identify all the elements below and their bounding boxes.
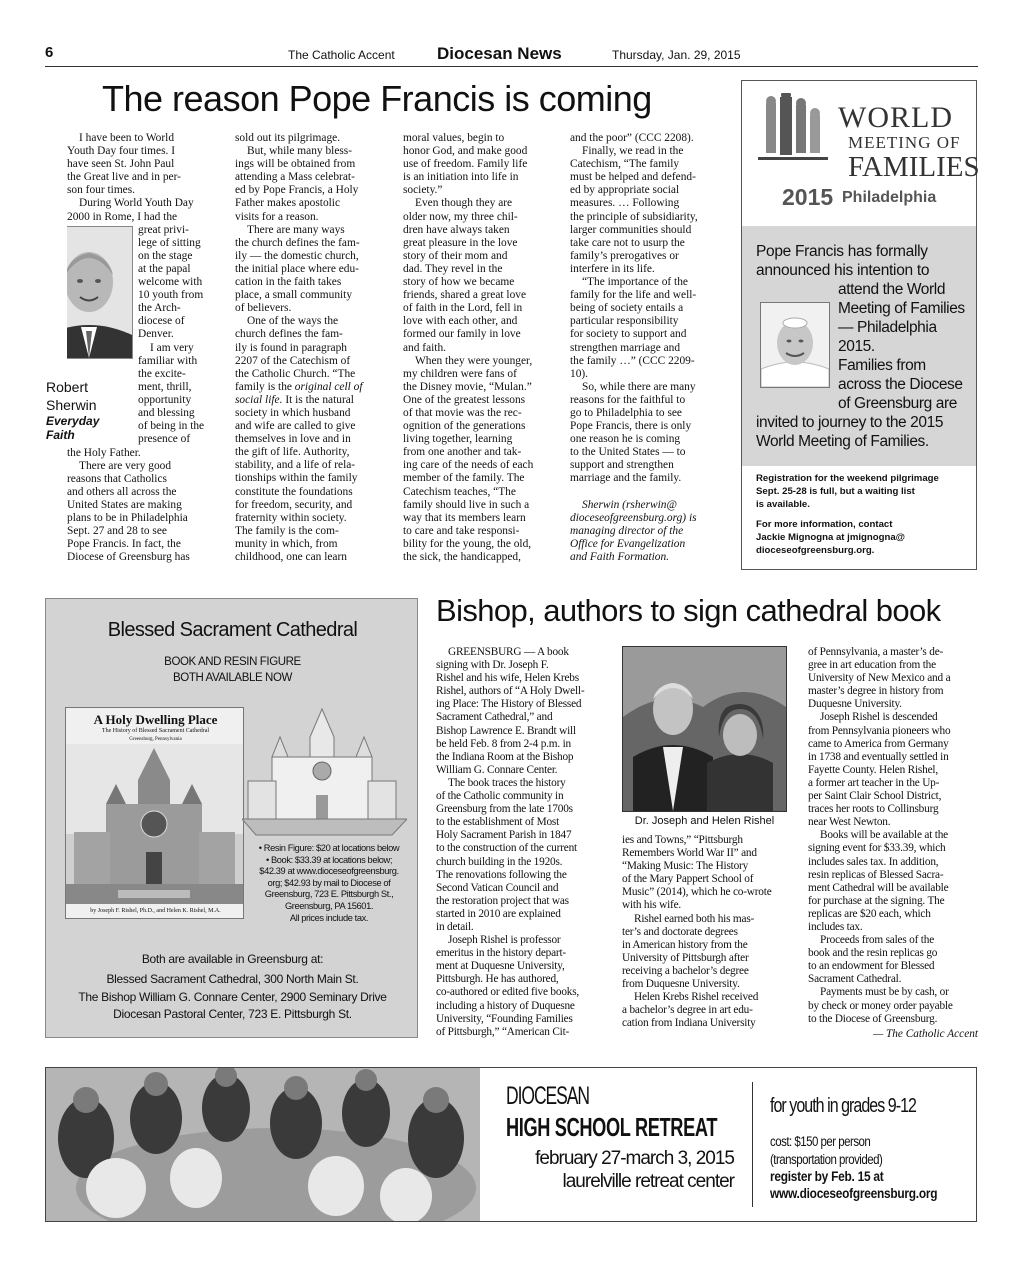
retreat-line-1: DIOCESAN: [506, 1082, 590, 1110]
text-line: interfere in its life.: [570, 262, 655, 275]
text-line: honor God, and make good: [403, 145, 528, 158]
text-line: ment Cathedral will be available: [808, 881, 949, 894]
text-line: in American history from the: [622, 938, 748, 951]
wmof-logo-line-1: WORLD: [838, 101, 953, 134]
text-line: But, while many bless-: [247, 145, 353, 158]
text-line: Registration for the weekend pilgrimage: [756, 473, 939, 484]
text-line: including a history of Duquesne: [436, 999, 575, 1012]
text-line: Pope Francis. In fact, the: [67, 538, 181, 551]
text-line: • Resin Figure: $20 at locations below: [258, 843, 400, 853]
text-line: visits for a reason.: [235, 210, 319, 223]
text-line: of Greensburg are: [838, 395, 957, 412]
text-line: son four times.: [67, 184, 136, 197]
text-line: to an endowment for Blessed: [808, 960, 935, 973]
book-ad-locations: [46, 971, 419, 1024]
text-line: includes sales tax. In addition,: [808, 855, 939, 868]
text-line: themselves in love and in: [235, 433, 351, 446]
text-line: Catechism teaches, “The: [403, 485, 516, 498]
text-line: I am very: [150, 341, 194, 354]
publication-name: The Catholic Accent: [288, 48, 395, 62]
article2-column-1: [436, 646, 608, 1041]
photo-caption: Dr. Joseph and Helen Rishel: [634, 815, 775, 827]
text-line: GREENSBURG — A book: [448, 646, 569, 658]
text-line: member of the family. The: [403, 472, 525, 485]
text-line: in detail.: [436, 920, 474, 933]
issue-date: Thursday, Jan. 29, 2015: [612, 48, 741, 62]
text-line: society in which husband: [235, 406, 351, 419]
text-line: co-authored or edited five books,: [436, 986, 580, 999]
text-line: “Making Music: The History: [622, 860, 749, 873]
text-line: church building in the 1920s.: [436, 855, 563, 868]
text-line: dioceseofgreensburg.org) is: [570, 511, 697, 524]
text-line: Sherwin (rsherwin@: [582, 498, 677, 511]
text-line: have seen St. John Paul: [67, 158, 175, 171]
text-line: welcome with: [138, 276, 203, 289]
column-name-line-2: Faith: [46, 428, 75, 442]
text-line: Proceeds from sales of the: [820, 934, 935, 947]
wmof-logo: [742, 81, 980, 226]
text-line: the excite-: [138, 367, 186, 380]
text-line: is available.: [756, 499, 810, 510]
text-line: Diocese of Greensburg has: [67, 551, 190, 564]
text-line: • Book: $33.39 at locations below;: [265, 854, 393, 865]
book-cover-tagline: Greensburg, Pennsylvania: [129, 737, 182, 742]
text-line: being of society entails a: [570, 302, 684, 315]
text-line: with his wife.: [622, 899, 682, 912]
article-column-4: [570, 132, 728, 572]
author-first-name: Robert: [46, 379, 89, 395]
text-line: 2015.: [838, 338, 875, 355]
text-line: be held Feb. 8 from 2-4 p.m. in: [436, 737, 571, 750]
text-line: ognition of the generations: [403, 420, 526, 433]
text-line: Jackie Mignogna at jmignogna@: [756, 532, 906, 543]
text-line: Denver.: [138, 328, 174, 341]
text-line: fraternity within society.: [235, 511, 347, 524]
text-line: tionships within the family: [235, 472, 358, 485]
retreat-dates: february 27-march 3, 2015: [535, 1148, 734, 1169]
text-line: to care and take responsi-: [403, 524, 520, 537]
text-line: and faith.: [403, 341, 447, 354]
text-line: gree in art education from the: [808, 659, 936, 672]
text-line: of believers.: [235, 302, 292, 315]
text-line: 10).: [570, 367, 589, 380]
text-line: reasons for the faithful to: [570, 393, 686, 406]
wmof-logo-city: Philadelphia: [842, 189, 937, 206]
text-line: Sacrament Cathedral.: [808, 973, 902, 986]
text-line: Even though they are: [415, 197, 513, 210]
text-line: ter’s and doctorate degrees: [622, 925, 738, 938]
text-line: I have been to World: [79, 132, 175, 144]
text-line: the initial place where edu-: [235, 262, 359, 275]
text-line: Sacrament Cathedral,” and: [436, 711, 553, 724]
text-line: society.”: [403, 184, 443, 197]
text-line: Greensburg, 723 E. Pittsburgh St.,: [264, 889, 394, 900]
text-line: org; $42.93 by mail to Diocese of: [267, 877, 391, 888]
text-line: attend the World: [838, 281, 946, 298]
text-line: the family …” (CCC 2209-: [570, 354, 695, 367]
text-line: per Saint Clair School District,: [808, 790, 942, 803]
text-line: older now, my three chil-: [403, 210, 518, 223]
text-line: munity in which, from: [235, 537, 338, 550]
book-ad-subtitle-1: BOOK AND RESIN FIGURE: [164, 656, 301, 668]
text-line: During World Youth Day: [79, 197, 194, 210]
text-line: marriage and the family.: [570, 472, 682, 485]
article2-column-3: [808, 646, 978, 1031]
text-line: 10 youth from: [138, 289, 204, 302]
text-line: particular responsibility: [570, 315, 679, 328]
text-line: and the poor” (CCC 2208).: [570, 132, 694, 144]
text-line: opportunity: [138, 393, 192, 406]
article-column-2: [235, 132, 393, 572]
text-line: Rishel, authors of “A Holy Dwell-: [436, 685, 585, 698]
text-line: to the construction of the current: [436, 842, 577, 855]
text-line: There are very good: [79, 459, 172, 472]
text-line: family’s prerogatives or: [570, 249, 679, 262]
text-line: Greensburg, PA 15601.: [284, 900, 374, 911]
text-line: in 1738 and eventually settled in: [808, 750, 949, 763]
text-line: the sick, the handicapped,: [403, 551, 521, 563]
book-ad-subtitle-2: BOTH AVAILABLE NOW: [173, 672, 292, 684]
text-line: signing with Dr. Joseph F.: [436, 659, 549, 672]
text-line: of that movie was the rec-: [403, 406, 522, 419]
text-line: support and strengthen: [570, 459, 674, 472]
text-line: Sept. 25-28 is full, but a waiting list: [756, 486, 915, 497]
text-line: childhood, one can learn: [235, 551, 347, 563]
article-column-1: [67, 132, 222, 572]
retreat-line-2: HIGH SCHOOL RETREAT: [506, 1112, 718, 1142]
text-line: invited to journey to the 2015: [756, 414, 944, 431]
text-line: across the Diocese: [838, 376, 963, 393]
text-line: Fayette County. Helen Rishel,: [808, 763, 938, 776]
text-line: ies and Towns,” “Pittsburgh: [622, 834, 743, 846]
text-line: The Bishop William G. Connare Center, 2900 Seminary Drive: [78, 989, 387, 1004]
text-line: church defines the fam-: [235, 328, 343, 341]
text-line: William G. Connare Center.: [436, 763, 558, 776]
text-line: lege of sitting: [138, 236, 201, 249]
text-line: familiar with: [138, 354, 198, 367]
text-line: traces her roots to Collinsburg: [808, 803, 939, 816]
text-line: Catechism, “The family: [570, 158, 680, 171]
wmof-announcement: [742, 226, 976, 466]
text-line: friends, shared a great love: [403, 289, 527, 302]
text-line: ings will be obtained from: [235, 158, 356, 171]
retreat-venue: laurelville retreat center: [562, 1171, 734, 1192]
text-line: from one another and tak-: [403, 446, 522, 459]
text-line: of Pennsylvania, a master’s de-: [808, 646, 944, 658]
retreat-cost-note: (transportation provided): [770, 1152, 883, 1167]
text-line: family for the life and well-: [570, 289, 697, 302]
text-line: emeritus in the history depart-: [436, 947, 566, 960]
text-line: near West Newton.: [808, 816, 891, 829]
text-line: the Holy Father.: [67, 446, 141, 459]
text-line: 2207 of the Catechism of: [235, 354, 351, 367]
text-line: Joseph Rishel is professor: [448, 934, 561, 947]
text-line: the principle of subsidiarity,: [570, 210, 698, 223]
text-line: Remembers World War II” and: [622, 847, 757, 860]
text-line: “The importance of the: [582, 276, 688, 289]
text-line: the Indiana Room at the Bishop: [436, 750, 574, 763]
text-line: Diocesan Pastoral Center, 723 E. Pittsburgh St.: [113, 1007, 352, 1021]
text-line: receiving a bachelor’s degree: [622, 964, 749, 977]
article2-credit: — The Catholic Accent: [873, 1028, 978, 1040]
text-line: Meeting of Families: [838, 300, 965, 317]
text-line: by check or money order payable: [808, 999, 953, 1012]
text-line: came to America from Germany: [808, 737, 949, 750]
header-rule: [45, 66, 978, 67]
text-line: strengthen marriage and: [570, 341, 681, 354]
text-line: story of how we became: [403, 276, 515, 289]
retreat-cost: cost: $150 per person: [770, 1134, 871, 1149]
text-line: Families from: [838, 357, 926, 374]
text-line: the Catholic Church. “The: [235, 367, 356, 380]
text-line: living together, learning: [403, 433, 513, 446]
text-line: One of the ways the: [247, 315, 339, 328]
article-column-3: [403, 132, 561, 572]
text-line: great pleasure in the love: [403, 236, 518, 249]
text-line: at the papal: [138, 262, 191, 275]
text-line: managing director of the: [570, 524, 684, 537]
text-line: a former art teacher in the Up-: [808, 776, 940, 789]
text-line: Finally, we read in the: [582, 145, 684, 158]
article-headline: The reason Pope Francis is coming: [102, 78, 652, 119]
text-line: 2000 in Rome, I had the: [67, 210, 178, 223]
text-line: All prices include tax.: [289, 912, 369, 923]
text-line: Holy Sacrament Parish in 1847: [436, 829, 572, 842]
text-line: stability, and a life of rela-: [235, 459, 356, 472]
text-line: the restoration project that was: [436, 894, 569, 907]
text-line: Books will be available at the: [820, 829, 948, 842]
text-line: place, a small community: [235, 289, 353, 302]
wmof-logo-line-2: MEETING OF: [848, 133, 961, 152]
text-line: the Great live and in per-: [67, 171, 181, 184]
text-line: Helen Krebs Rishel received: [634, 991, 759, 1004]
text-line: and Faith Formation.: [570, 550, 670, 563]
retreat-audience: for youth in grades 9-12: [770, 1095, 916, 1117]
text-line: reasons that Catholics: [67, 472, 167, 485]
page-number: 6: [45, 44, 54, 61]
text-line: bility for the young, the old,: [403, 537, 532, 550]
article2-headline: Bishop, authors to sign cathedral book: [436, 593, 941, 628]
text-line: started in 2010 are explained: [436, 907, 561, 920]
text-line: ily is found in paragraph: [235, 341, 347, 354]
book-cover-title: A Holy Dwelling Place: [93, 712, 218, 727]
text-line: moral values, begin to: [403, 132, 505, 144]
text-line: from Pennsylvania pioneers who: [808, 724, 951, 737]
retreat-url[interactable]: www.dioceseofgreensburg.org: [770, 1185, 938, 1201]
text-line: of faith in the Lord, fell in: [403, 302, 523, 315]
section-title: Diocesan News: [437, 44, 562, 63]
text-line: for society to support and: [570, 328, 687, 341]
text-line: Music” (2014), which he co-wrote: [622, 886, 772, 899]
text-line: The renovations following the: [436, 868, 567, 881]
text-line: must be helped and defend-: [570, 171, 696, 184]
text-line: use of freedom. Family life: [403, 158, 528, 171]
text-line: attending a Mass celebrat-: [235, 171, 355, 184]
text-line: formed our family in love: [403, 328, 521, 341]
text-line: the Arch-: [138, 302, 181, 315]
retreat-photo: [46, 1068, 480, 1221]
article2-column-2: [622, 834, 790, 1040]
column-name-line-1: Everyday: [46, 414, 100, 428]
text-line: and wife are called to give: [235, 420, 356, 433]
text-line: Bishop Lawrence E. Brandt will: [436, 724, 576, 737]
text-line: measures. … Following: [570, 197, 680, 210]
text-line: is an initiation into life in: [403, 171, 519, 184]
text-line: For more information, contact: [756, 519, 893, 530]
world-meeting-box: [741, 80, 980, 570]
text-line: Pope Francis, there is only: [570, 420, 692, 433]
text-line: way that its members learn: [403, 511, 526, 524]
text-line: Father makes apostolic: [235, 197, 341, 210]
text-line: ing care of the needs of each: [403, 459, 534, 472]
text-line: University of New Mexico and a: [808, 672, 951, 685]
text-line: for purchase at the signing. The: [808, 894, 945, 907]
text-line: plans to be in Philadelphia: [67, 512, 188, 525]
text-line: When they were younger,: [415, 354, 533, 367]
author-last-name: Sherwin: [46, 397, 97, 413]
text-line: University, “Founding Families: [436, 1012, 573, 1025]
text-line: Youth Day four times. I: [67, 145, 175, 158]
text-line: ily — the domestic church,: [235, 249, 359, 262]
text-line: The family is the com-: [235, 524, 339, 537]
text-line: resin replicas of Blessed Sacra-: [808, 868, 944, 881]
text-line: Duquesne University.: [808, 698, 902, 711]
book-ad-prices: [244, 843, 414, 924]
text-line: Office for Evangelization: [570, 537, 686, 550]
text-line: Greensburg from the late 1700s: [436, 803, 573, 816]
text-line: sold out its pilgrimage.: [235, 132, 341, 144]
text-line: Sept. 27 and 28 to see: [67, 525, 167, 538]
text-line: of the Mary Pappert School of: [622, 873, 754, 886]
book-ad-title: Blessed Sacrament Cathedral: [107, 619, 358, 641]
text-line: Second Vatican Council and: [436, 881, 559, 894]
text-line: World Meeting of Families.: [756, 433, 929, 450]
text-line: go to Philadelphia to see: [570, 406, 682, 419]
text-line: ed by Pope Francis, a Holy: [235, 184, 359, 197]
text-line: family should live in such a: [403, 498, 530, 511]
text-line: presence of: [138, 433, 191, 446]
book-ad-available-heading: Both are available in Greensburg at:: [141, 952, 324, 966]
text-line: Rishel earned both his mas-: [634, 912, 755, 925]
text-line: University of Pittsburgh after: [622, 951, 749, 964]
text-line: and blessing: [138, 406, 195, 419]
text-line: great privi-: [138, 223, 189, 236]
text-line: larger communities should: [570, 223, 692, 236]
text-line: take care not to usurp the: [570, 236, 685, 249]
text-line: dad. They revel in the: [403, 262, 503, 275]
text-line: social life. It is the natural: [235, 393, 354, 406]
text-line: for freedom, security, and: [235, 498, 353, 511]
text-line: book and the resin replicas go: [808, 947, 938, 960]
text-line: The book traces the history: [448, 776, 566, 789]
text-line: dioceseofgreensburg.org.: [756, 545, 875, 556]
text-line: a bachelor’s degree in art edu-: [622, 1004, 753, 1017]
text-line: love with each other, and: [403, 315, 518, 328]
text-line: to the establishment of Most: [436, 816, 560, 829]
rishel-photo: [622, 646, 787, 812]
book-cover-authors: by Joseph F. Rishel, Ph.D., and Helen K. Rishel, M.A.: [90, 908, 221, 914]
cathedral-illustration: [66, 744, 243, 904]
text-line: $42.39 at www.dioceseofgreensburg.: [259, 866, 399, 877]
retreat-divider: [752, 1082, 753, 1207]
resin-figure-image: [242, 707, 407, 839]
text-line: of being in the: [138, 420, 205, 433]
text-line: dren have always taken: [403, 223, 510, 236]
text-line: United States are making: [67, 499, 182, 512]
text-line: Payments must be by cash, or: [820, 986, 949, 999]
text-line: Pittsburgh. He has authored,: [436, 973, 559, 986]
text-line: to the United States — to: [570, 446, 686, 459]
wmof-registration: [756, 472, 939, 511]
text-line: Joseph Rishel is descended: [820, 711, 938, 724]
book-ad: [45, 598, 418, 1038]
wmof-logo-line-3: FAMILIES: [848, 151, 980, 183]
text-line: diocese of: [138, 315, 185, 328]
text-line: from Duquesne University.: [622, 978, 740, 991]
text-line: the Disney movie, “Mulan.”: [403, 380, 532, 393]
text-line: Blessed Sacrament Cathedral, 300 North Main St.: [106, 972, 359, 986]
text-line: signing event for $33.39, which: [808, 842, 946, 855]
text-line: the church defines the fam-: [235, 236, 360, 249]
text-line: Pope Francis has formally: [756, 243, 928, 260]
text-line: ing Place: The History of Blessed: [436, 698, 582, 711]
book-cover-subtitle: The History of Blessed Sacrament Cathedral: [101, 728, 210, 734]
wmof-logo-year: 2015: [782, 184, 834, 210]
text-line: family is the original cell of: [235, 380, 363, 393]
retreat-register: register by Feb. 15 at: [770, 1168, 884, 1184]
retreat-ad: [45, 1067, 977, 1222]
text-line: one reason he is coming: [570, 433, 681, 446]
text-line: cation in the faith takes: [235, 276, 342, 289]
pope-francis-photo: [760, 302, 830, 388]
text-line: replicas are $20 each, which: [808, 907, 931, 920]
text-line: One of the greatest lessons: [403, 393, 526, 406]
text-line: my children were fans of: [403, 367, 517, 380]
text-line: announced his intention to: [756, 262, 930, 279]
text-line: ment at Duquesne University,: [436, 960, 565, 973]
text-line: master’s degree in history from: [808, 685, 944, 698]
text-line: ed by appropriate social: [570, 184, 680, 197]
text-line: cation from Indiana University: [622, 1017, 756, 1030]
text-line: includes tax.: [808, 920, 863, 933]
text-line: and others all across the: [67, 485, 177, 498]
author-photo: [67, 226, 133, 359]
text-line: of Pittsburgh,” “American Cit-: [436, 1025, 570, 1038]
text-line: ment, thrill,: [138, 380, 192, 393]
text-line: So, while there are many: [582, 380, 696, 393]
text-line: of the Catholic community in: [436, 790, 564, 803]
text-line: Rishel and his wife, Helen Krebs: [436, 672, 579, 685]
text-line: — Philadelphia: [838, 319, 937, 336]
text-line: the gift of life. Authority,: [235, 446, 350, 459]
book-cover: [65, 707, 244, 919]
text-line: to the Diocese of Greensburg.: [808, 1012, 938, 1025]
text-line: There are many ways: [247, 223, 345, 236]
wmof-contact: [756, 518, 905, 557]
text-line: constitute the foundations: [235, 485, 353, 498]
text-line: story of their mom and: [403, 249, 508, 262]
text-line: on the stage: [138, 249, 193, 262]
